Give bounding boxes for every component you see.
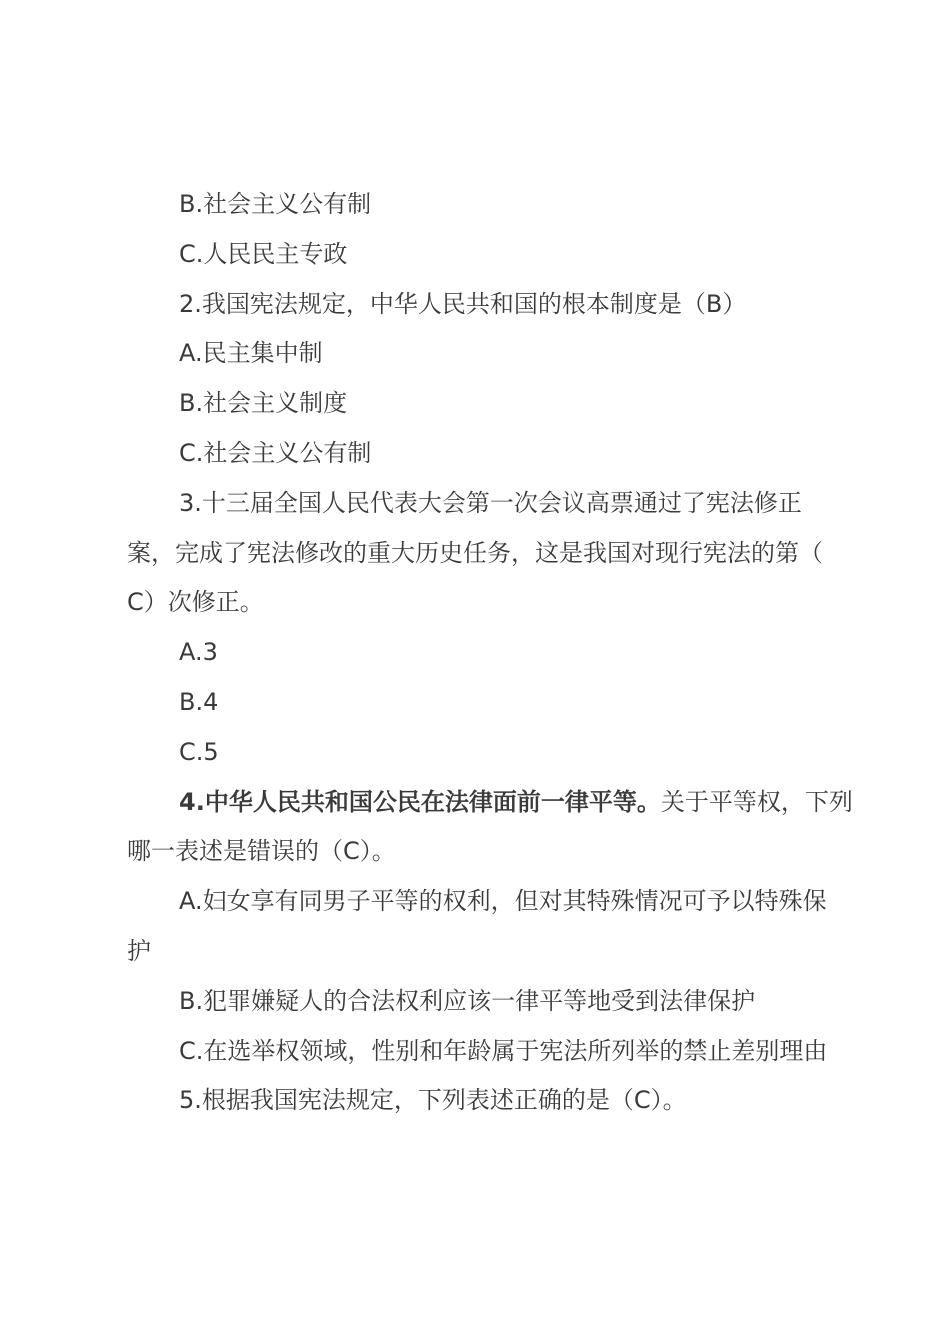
q4-stem	[127, 778, 862, 878]
q2-stem: 2.我国宪法规定，中华人民共和国的根本制度是（B）	[179, 289, 747, 318]
q3-option-b: B.4	[179, 687, 219, 716]
q1-option-b: B.社会主义公有制	[179, 190, 372, 218]
q4-stem-bold: 4.中华人民共和国公民在法律面前一律平等。	[179, 787, 661, 816]
q3-option-a: A.3	[179, 638, 218, 667]
q4-option-a: A.妇女享有同男子平等的权利，但对其特殊情况可予以特殊保护	[127, 887, 827, 965]
q4-option-c: C.在选举权领域，性别和年龄属于宪法所列举的禁止差别理由	[179, 1036, 828, 1065]
q3-option-c: C.5	[179, 737, 219, 766]
q3-stem: 3.十三届全国人民代表大会第一次会议高票通过了宪法修正案，完成了宪法修改的重大历史任务，这是我国对现行宪法的第（ C）次修正。	[127, 488, 831, 617]
q1-option-c: C.人民民主专政	[179, 239, 348, 268]
document-page	[127, 180, 867, 1126]
q5-stem: 5.根据我国宪法规定，下列表述正确的是（C）。	[179, 1086, 687, 1115]
q2-option-b: B.社会主义制度	[179, 389, 348, 418]
q4-option-b: B.犯罪嫌疑人的合法权利应该一律平等地受到法律保护	[179, 986, 756, 1015]
q2-option-c: C.社会主义公有制	[179, 438, 372, 467]
q4-stem-rest: 关于平等权，下列哪一表述是错误的（C）。	[127, 787, 853, 866]
q2-option-a: A.民主集中制	[179, 339, 323, 368]
